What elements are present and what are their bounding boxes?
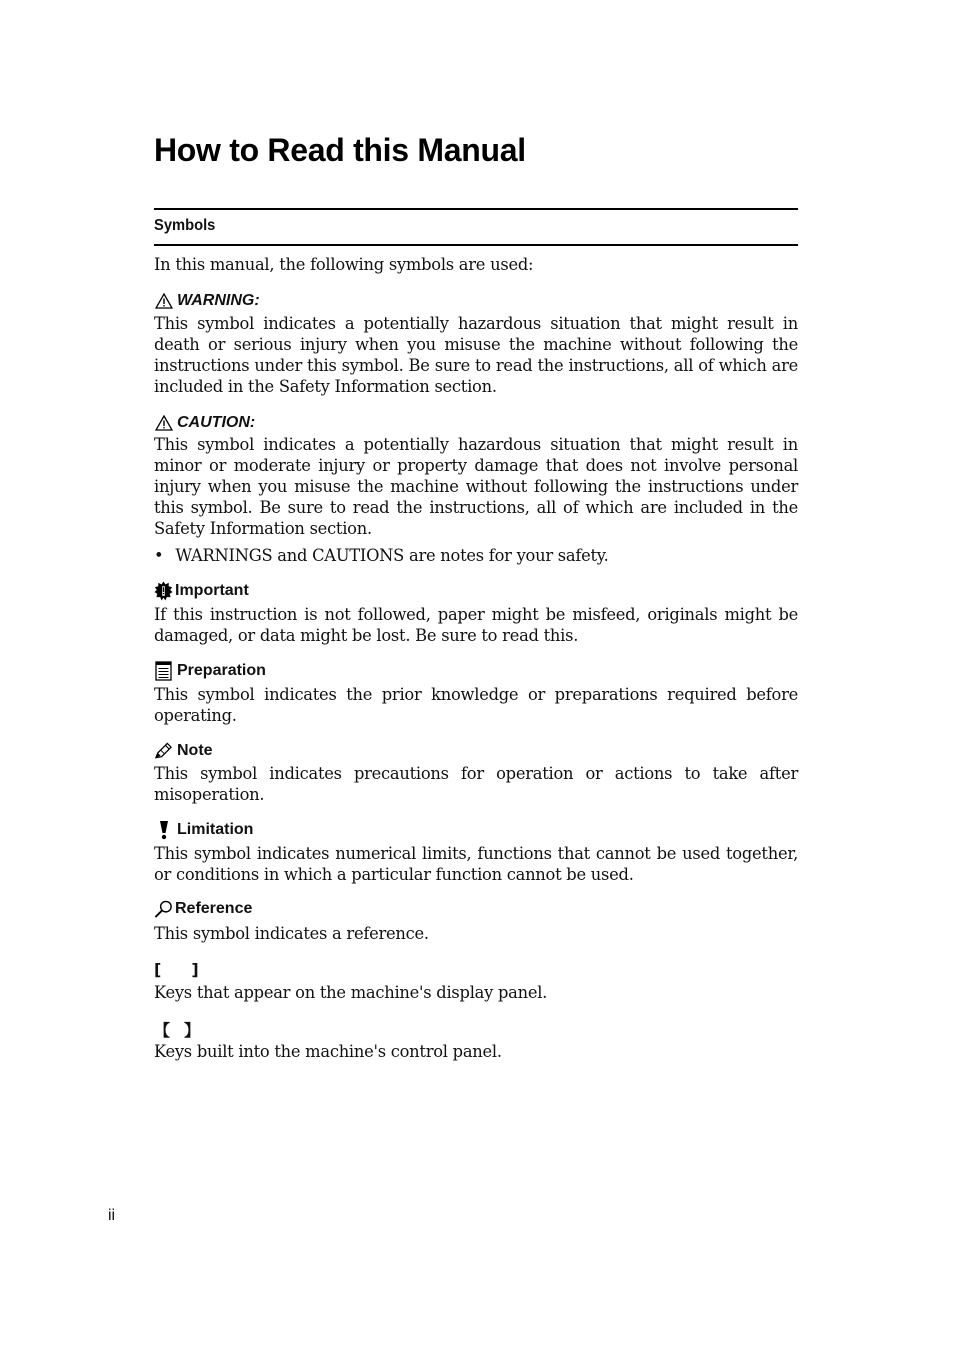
limitation-text: This symbol indicates numerical limits, functions that cannot be used together, or conditions in which a particular function cannot be used. bbox=[154, 844, 798, 884]
close-lenticular-bracket: 】 bbox=[184, 1021, 201, 1040]
open-bracket: [ bbox=[154, 960, 162, 979]
reference-heading bbox=[154, 898, 798, 920]
note-heading bbox=[154, 740, 798, 762]
magnifier-icon bbox=[154, 899, 173, 919]
limitation-title: Limitation bbox=[177, 821, 254, 838]
caution-title: CAUTION: bbox=[177, 414, 256, 431]
control-key-brackets bbox=[154, 1018, 798, 1041]
warning-text: This symbol indicates a potentially hazardous situation that might result in death or serious injury when you misuse the machine without following the instructions under this symbol. Be sure to read the instructions, all of which are included in the Safety Information section. bbox=[154, 314, 798, 396]
caution-text: This symbol indicates a potentially hazardous situation that might result in minor or moderate injury or property damage that does not involve personal injury when you misuse the machine without following the instructions under this symbol. Be sure to read the instructions, all of which are included in the Safety Information section. bbox=[154, 435, 798, 538]
section-header bbox=[154, 208, 798, 246]
bullet-dot: • bbox=[154, 546, 164, 565]
important-badge-icon bbox=[154, 581, 173, 601]
important-title: Important bbox=[175, 582, 249, 599]
open-lenticular-bracket: 【 bbox=[154, 1021, 171, 1040]
display-keys-text: Keys that appear on the machine's display panel. bbox=[154, 983, 548, 1002]
section-label: Symbols bbox=[154, 217, 216, 234]
exclamation-icon bbox=[154, 820, 173, 840]
reference-title: Reference bbox=[175, 900, 253, 917]
note-text: This symbol indicates precautions for operation or actions to take after misoperation. bbox=[154, 764, 798, 804]
intro-text: In this manual, the following symbols are used: bbox=[154, 255, 534, 274]
bullet-text: WARNINGS and CAUTIONS are notes for your safety. bbox=[175, 546, 609, 565]
preparation-heading bbox=[154, 660, 798, 682]
preparation-title: Preparation bbox=[177, 662, 266, 679]
caution-heading bbox=[154, 412, 798, 434]
caution-bullet bbox=[154, 545, 798, 566]
control-keys-text: Keys built into the machine's control panel. bbox=[154, 1042, 502, 1061]
important-text: If this instruction is not followed, paper might be misfeed, originals might be damaged, or data might be lost. Be sure to read this. bbox=[154, 605, 798, 645]
reference-text: This symbol indicates a reference. bbox=[154, 924, 429, 943]
pencil-icon bbox=[154, 741, 173, 761]
close-bracket: ] bbox=[191, 960, 199, 979]
warning-triangle-icon bbox=[154, 413, 173, 433]
note-title: Note bbox=[177, 742, 213, 759]
warning-heading bbox=[154, 290, 798, 312]
display-key-brackets bbox=[154, 960, 798, 979]
limitation-heading bbox=[154, 819, 798, 841]
page-number: ii bbox=[108, 1207, 116, 1224]
warning-triangle-icon bbox=[154, 291, 173, 311]
preparation-text: This symbol indicates the prior knowledge or preparations required before operating. bbox=[154, 685, 798, 725]
important-heading bbox=[154, 580, 798, 602]
page-title: How to Read this Manual bbox=[154, 132, 526, 168]
warning-title: WARNING: bbox=[177, 292, 260, 309]
notepad-icon bbox=[154, 661, 173, 681]
